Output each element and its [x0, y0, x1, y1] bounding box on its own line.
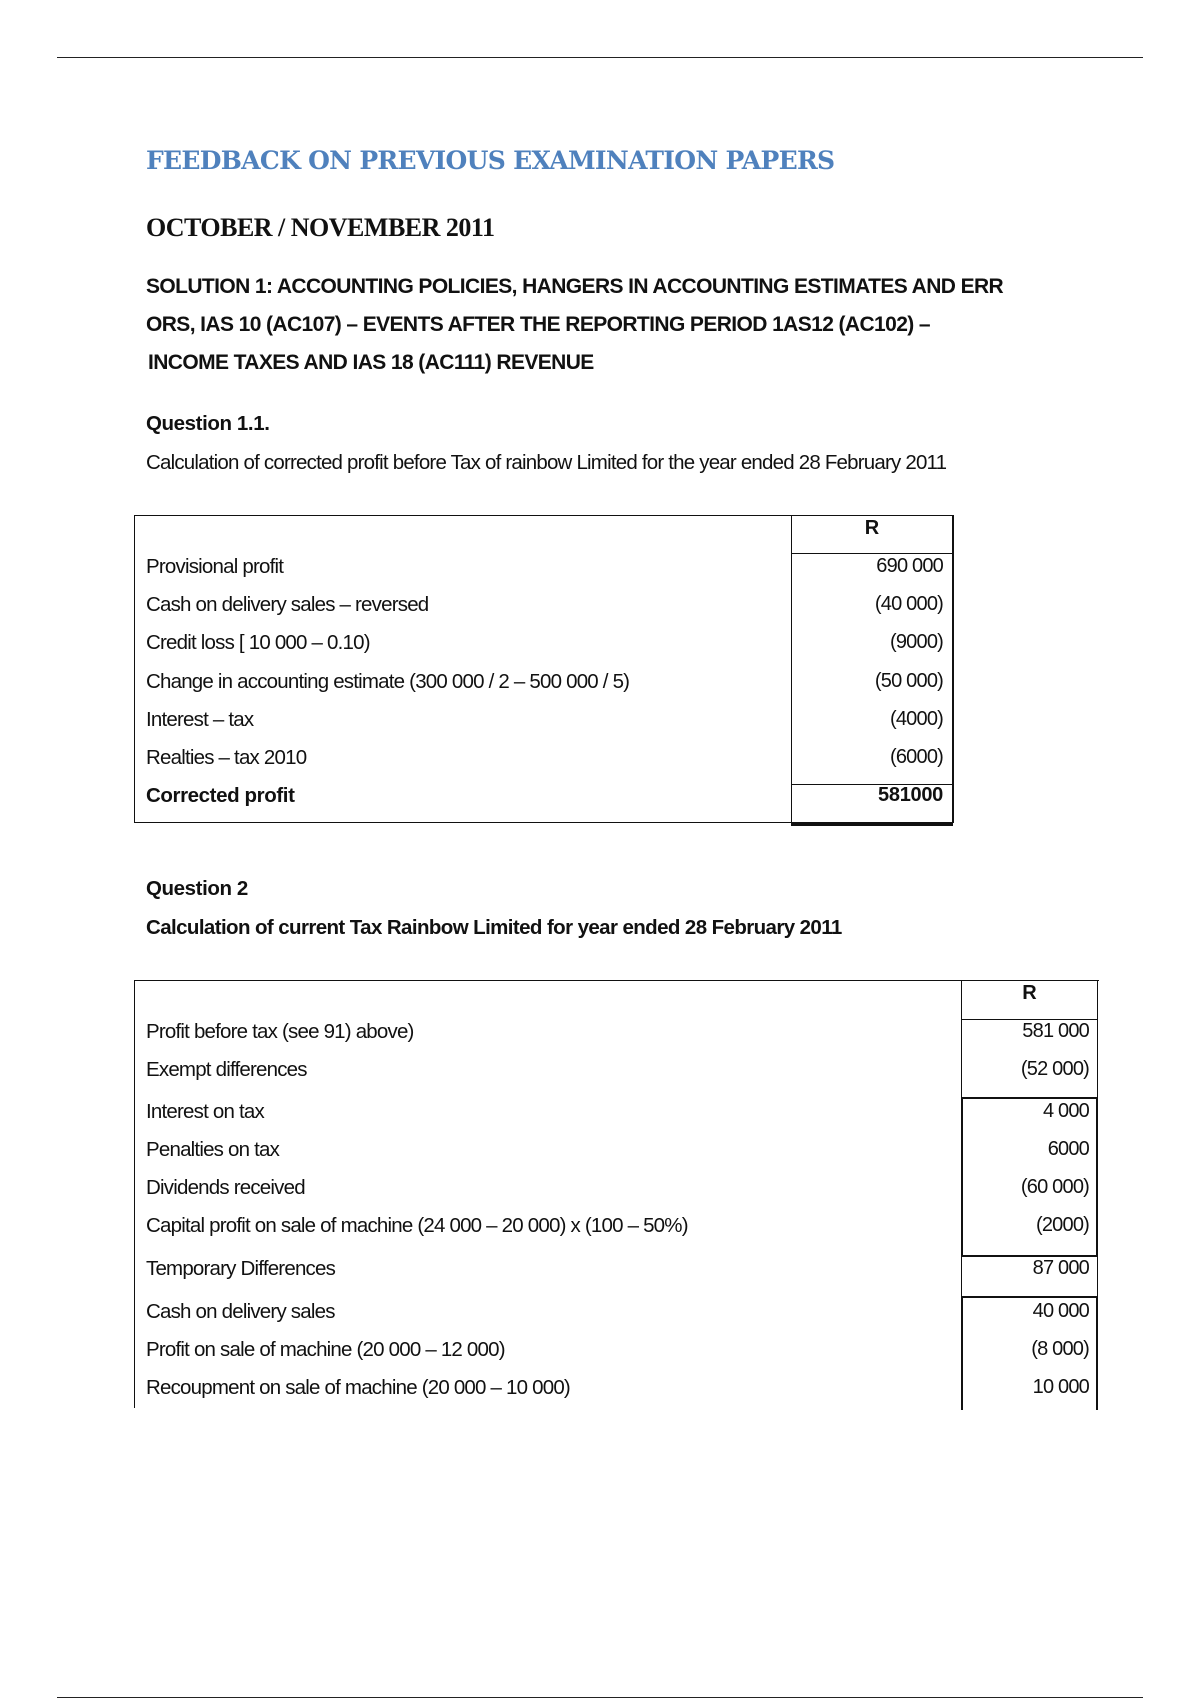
table-row-label: Provisional profit	[146, 555, 284, 578]
bottom-rule	[57, 1697, 1143, 1698]
table-row-label: Penalties on tax	[146, 1138, 280, 1161]
question-2-subtitle: Calculation of current Tax Rainbow Limited for year ended 28 February 2011	[146, 916, 842, 939]
solution-title-line-1: SOLUTION 1: ACCOUNTING POLICIES, HANGERS IN ACCOUNTING ESTIMATES AND ERR	[146, 275, 1004, 298]
table-1-column-header: R	[864, 517, 880, 539]
table-row-amount: 6000	[1047, 1138, 1089, 1160]
top-rule	[57, 57, 1143, 58]
solution-title-line-2: ORS, IAS 10 (AC107) – EVENTS AFTER THE REPORTING PERIOD 1AS12 (AC102) –	[146, 313, 930, 336]
table-row-amount: (8 000)	[1031, 1338, 1089, 1360]
feedback-heading: FEEDBACK ON PREVIOUS EXAMINATION PAPERS	[146, 146, 835, 175]
table-row-label: Exempt differences	[146, 1058, 307, 1081]
table-row-amount: 40 000	[1032, 1300, 1089, 1322]
table-1-right-border	[952, 515, 953, 823]
table-row-label: Profit on sale of machine (20 000 – 12 000)	[146, 1338, 505, 1361]
table-total-label: Corrected profit	[146, 784, 295, 807]
table-row-label: Profit before tax (see 91) above)	[146, 1020, 414, 1043]
solution-title	[146, 268, 1106, 382]
table-row-label: Temporary Differences	[146, 1257, 336, 1280]
table-2-top-border	[134, 980, 1099, 981]
table-row-label: Recoupment on sale of machine (20 000 – 10 000)	[146, 1376, 570, 1399]
table-row-label: Dividends received	[146, 1176, 305, 1199]
table-row-label: Capital profit on sale of machine (24 000 – 20 000) x (100 – 50%)	[146, 1214, 688, 1237]
table-row-amount: 87 000	[1032, 1257, 1089, 1279]
table-1-header-rule	[791, 553, 953, 554]
table-row-label: Realties – tax 2010	[146, 746, 307, 769]
table-row-label: Interest – tax	[146, 708, 254, 731]
table-row-amount: (40 000)	[874, 593, 943, 615]
question-1-title: Question 1.1.	[146, 412, 270, 435]
table-row-amount: 4 000	[1042, 1100, 1089, 1122]
table-row-amount: (9000)	[889, 631, 943, 653]
table-row-amount: (2000)	[1035, 1214, 1089, 1236]
question-1-subtitle: Calculation of corrected profit before Tax of rainbow Limited for the year ended 28 February 2011	[146, 451, 947, 474]
table-1-total-underline	[791, 823, 953, 826]
table-row-amount: 581 000	[1022, 1020, 1089, 1042]
table-row-amount: 10 000	[1032, 1376, 1089, 1398]
table-2-left-border	[134, 980, 135, 1408]
table-row-label: Change in accounting estimate (300 000 / 2 – 500 000 / 5)	[146, 670, 630, 693]
table-row-label: Cash on delivery sales	[146, 1300, 335, 1323]
table-row-label: Cash on delivery sales – reversed	[146, 593, 429, 616]
question-2-title: Question 2	[146, 877, 248, 900]
table-row-amount: (52 000)	[1020, 1058, 1089, 1080]
table-row-amount: (60 000)	[1020, 1176, 1089, 1198]
table-row-amount: (50 000)	[874, 670, 943, 692]
table-total-amount: 581000	[878, 784, 943, 806]
table-row-label: Interest on tax	[146, 1100, 264, 1123]
table-row-label: Credit loss [ 10 000 – 0.10)	[146, 631, 370, 654]
solution-title-line-3: INCOME TAXES AND IAS 18 (AC111) REVENUE	[148, 351, 594, 374]
table-row-amount: (4000)	[889, 708, 943, 730]
exam-period-heading: OCTOBER / NOVEMBER 2011	[146, 213, 495, 242]
table-2-column-header: R	[1022, 982, 1037, 1004]
table-row-amount: (6000)	[889, 746, 943, 768]
table-row-amount: 690 000	[876, 555, 943, 577]
